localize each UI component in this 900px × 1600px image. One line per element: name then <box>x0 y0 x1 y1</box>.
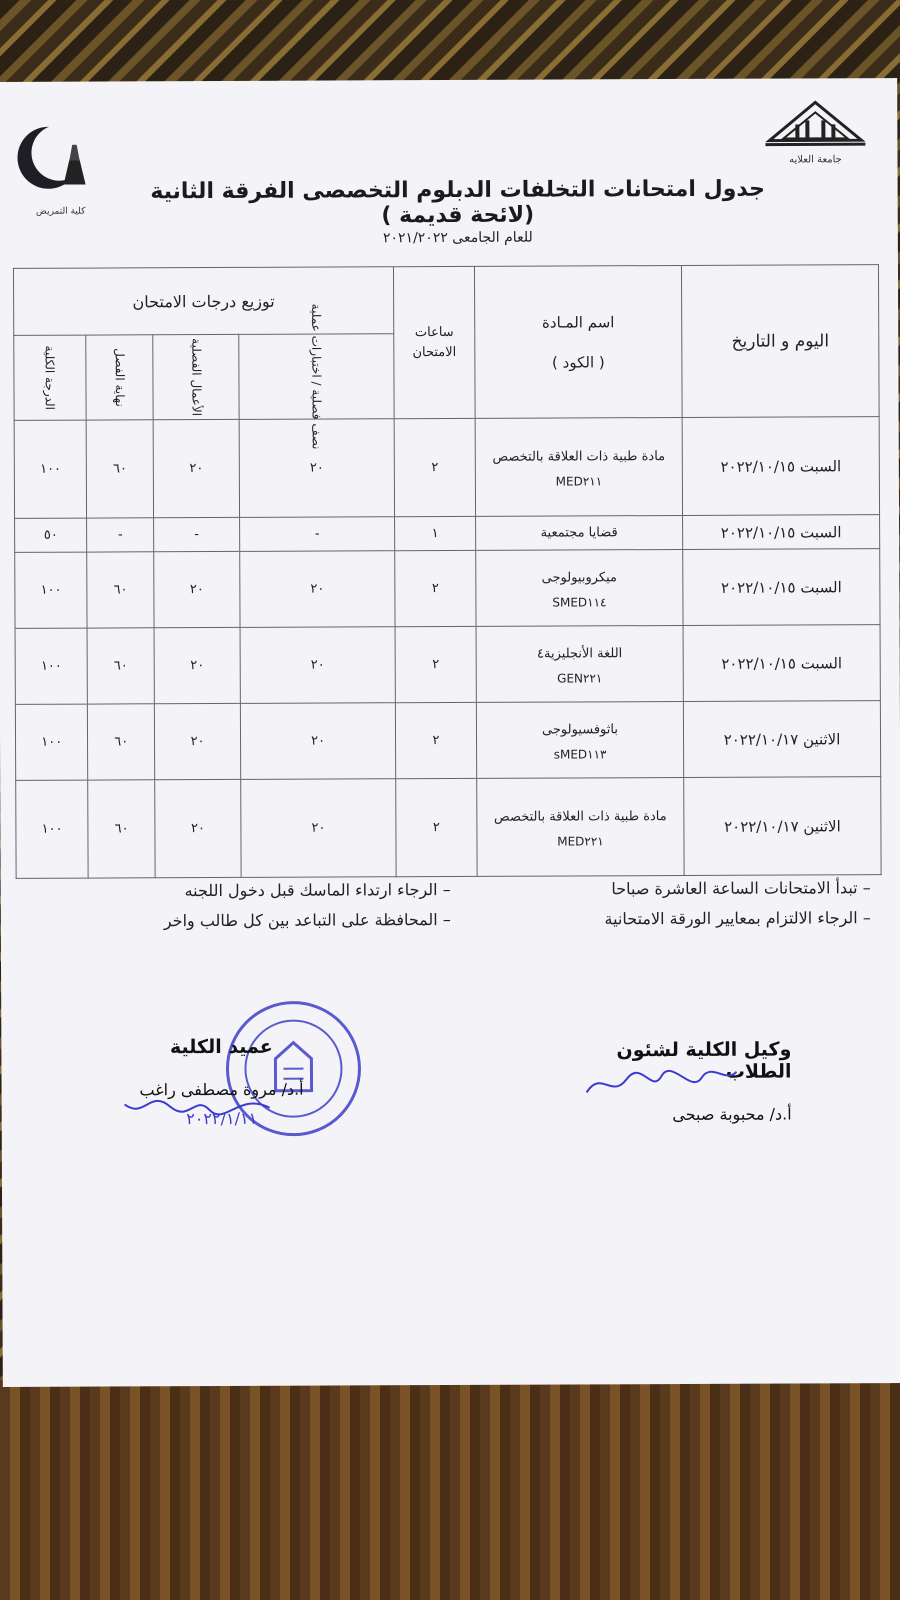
table-row <box>15 549 880 629</box>
cell-subject <box>476 515 683 550</box>
table-row <box>15 515 880 553</box>
cell-coursework: ٢٠ <box>155 779 242 877</box>
cell-date: السبت ٢٠٢٢/١٠/١٥ <box>683 515 880 550</box>
cell-midterm: ٢٠ <box>240 627 395 704</box>
cell-total: ١٠٠ <box>15 628 88 704</box>
cell-total: ١٠٠ <box>14 420 87 518</box>
header-coursework: الأعمال الفصلية <box>153 334 239 419</box>
cell-coursework: ٢٠ <box>154 703 240 779</box>
note-item: – الرجاء ارتداء الماسك قبل دخول اللجنه <box>184 879 451 901</box>
cell-date: الاثنين ٢٠٢٢/١٠/١٧ <box>683 701 880 778</box>
header-subject <box>474 265 682 418</box>
document-page <box>0 78 900 1387</box>
subject-code: sMED١١٣ <box>553 746 607 762</box>
cell-date: السبت ٢٠٢٢/١٠/١٥ <box>682 417 879 516</box>
cell-final: ٦٠ <box>87 628 154 704</box>
university-logo <box>765 100 865 180</box>
cell-final: ٦٠ <box>87 552 154 628</box>
cell-final: ٦٠ <box>88 780 155 878</box>
cell-coursework: ٢٠ <box>154 551 240 627</box>
cell-coursework: ٢٠ <box>153 419 240 517</box>
header-hours: ساعات الامتحان <box>393 266 475 418</box>
subject-code: MED٢٢١ <box>557 833 604 849</box>
subject-name: قضايا مجتمعية <box>540 524 618 541</box>
cell-subject <box>477 777 684 876</box>
cell-subject <box>476 625 683 702</box>
cell-midterm: ٢٠ <box>240 551 395 628</box>
exam-notes <box>31 878 871 931</box>
cell-hours: ١ <box>395 516 476 550</box>
cell-subject <box>476 549 683 626</box>
table-row <box>16 777 881 879</box>
subject-name: اللغة الأنجليزية٤ <box>536 645 623 662</box>
header-distribution: توزيع درجات الامتحان <box>13 267 393 336</box>
notes-left-column <box>31 880 451 942</box>
cell-midterm: - <box>240 517 395 552</box>
vice-dean-role: وكيل الكلية لشئون الطلاب <box>616 1038 792 1083</box>
cell-total: ١٠٠ <box>16 780 89 878</box>
header-midterm: نصف فصلية / اختبارات عملية <box>239 334 394 420</box>
header-final: نهاية الفصل <box>86 335 153 420</box>
cell-coursework: - <box>154 517 240 551</box>
cell-date: السبت ٢٠٢٢/١٠/١٥ <box>683 625 880 702</box>
cell-hours: ٢ <box>394 418 475 516</box>
cell-hours: ٢ <box>395 626 476 702</box>
subject-code: SMED١١٤ <box>552 594 607 610</box>
page-title: جدول امتحانات التخلفات الدبلوم التخصصى الفرقة الثانية (لائحة قديمة ) <box>150 176 765 229</box>
cell-total: ٥٠ <box>15 518 88 552</box>
subject-name: ميكروبيولوجى <box>541 569 618 586</box>
table-row <box>15 701 880 781</box>
cell-midterm: ٢٠ <box>241 779 396 878</box>
subject-name: باثوفسيولوجى <box>541 721 618 738</box>
header-date: اليوم و التاريخ <box>681 265 879 418</box>
subject-name: مادة طبية ذات العلاقة بالتخصص <box>492 448 666 465</box>
cell-total: ١٠٠ <box>15 552 88 628</box>
cell-date: الاثنين ٢٠٢٢/١٠/١٧ <box>684 777 881 876</box>
subject-code: MED٢١١ <box>555 473 603 489</box>
header-subject-code: ( الكود ) <box>551 352 605 372</box>
cell-hours: ٢ <box>395 550 476 626</box>
exam-schedule-table <box>13 264 882 879</box>
cell-final: - <box>87 518 154 552</box>
table-surface-bottom <box>0 1380 900 1600</box>
dean-name: أ.د/ مروة مصطفى راغب <box>139 1079 304 1100</box>
cell-hours: ٢ <box>396 778 477 876</box>
cell-coursework: ٢٠ <box>154 627 240 703</box>
note-item: – تبدأ الامتحانات الساعة العاشرة صباحا <box>611 878 871 899</box>
university-logo-caption: جامعة العلايه <box>789 154 842 166</box>
dean-role: عميد الكلية <box>169 1035 273 1059</box>
academic-year: للعام الجامعى ٢٠٢١/٢٠٢٢ <box>382 229 533 247</box>
cell-midterm: ٢٠ <box>239 419 394 518</box>
table-row <box>15 625 880 705</box>
cell-midterm: ٢٠ <box>240 703 395 780</box>
header-subject-name: اسم المـادة <box>541 312 615 332</box>
header-total: الدرجة الكلية <box>14 335 87 420</box>
table-row <box>14 417 879 519</box>
vice-dean-handwritten-signature <box>581 1064 741 1105</box>
cell-subject <box>475 417 682 516</box>
cell-final: ٦٠ <box>88 704 155 780</box>
cell-final: ٦٠ <box>87 420 154 518</box>
cell-total: ١٠٠ <box>15 704 88 780</box>
note-item: – الرجاء الالتزام بمعايير الورقة الامتحانية <box>604 908 871 929</box>
subject-code: GEN٢٢١ <box>557 670 603 686</box>
dean-handwritten-signature <box>120 1084 280 1125</box>
faculty-logo-caption: كلية التمريض <box>36 206 86 217</box>
subject-name: مادة طبية ذات العلاقة بالتخصص <box>493 808 667 825</box>
pyramid-icon <box>765 100 865 150</box>
faculty-logo <box>15 127 95 237</box>
notes-right-column <box>451 878 871 940</box>
cell-date: السبت ٢٠٢٢/١٠/١٥ <box>683 549 880 626</box>
note-item: – المحافظة على التباعد بين كل طالب واخر <box>163 909 451 931</box>
dean-signature-date: ٢٠٢٢/١/١١ <box>186 1108 258 1129</box>
cell-hours: ٢ <box>395 702 476 778</box>
vice-dean-name: أ.د/ محبوبة صبحى <box>672 1104 792 1125</box>
cell-subject <box>476 701 683 778</box>
